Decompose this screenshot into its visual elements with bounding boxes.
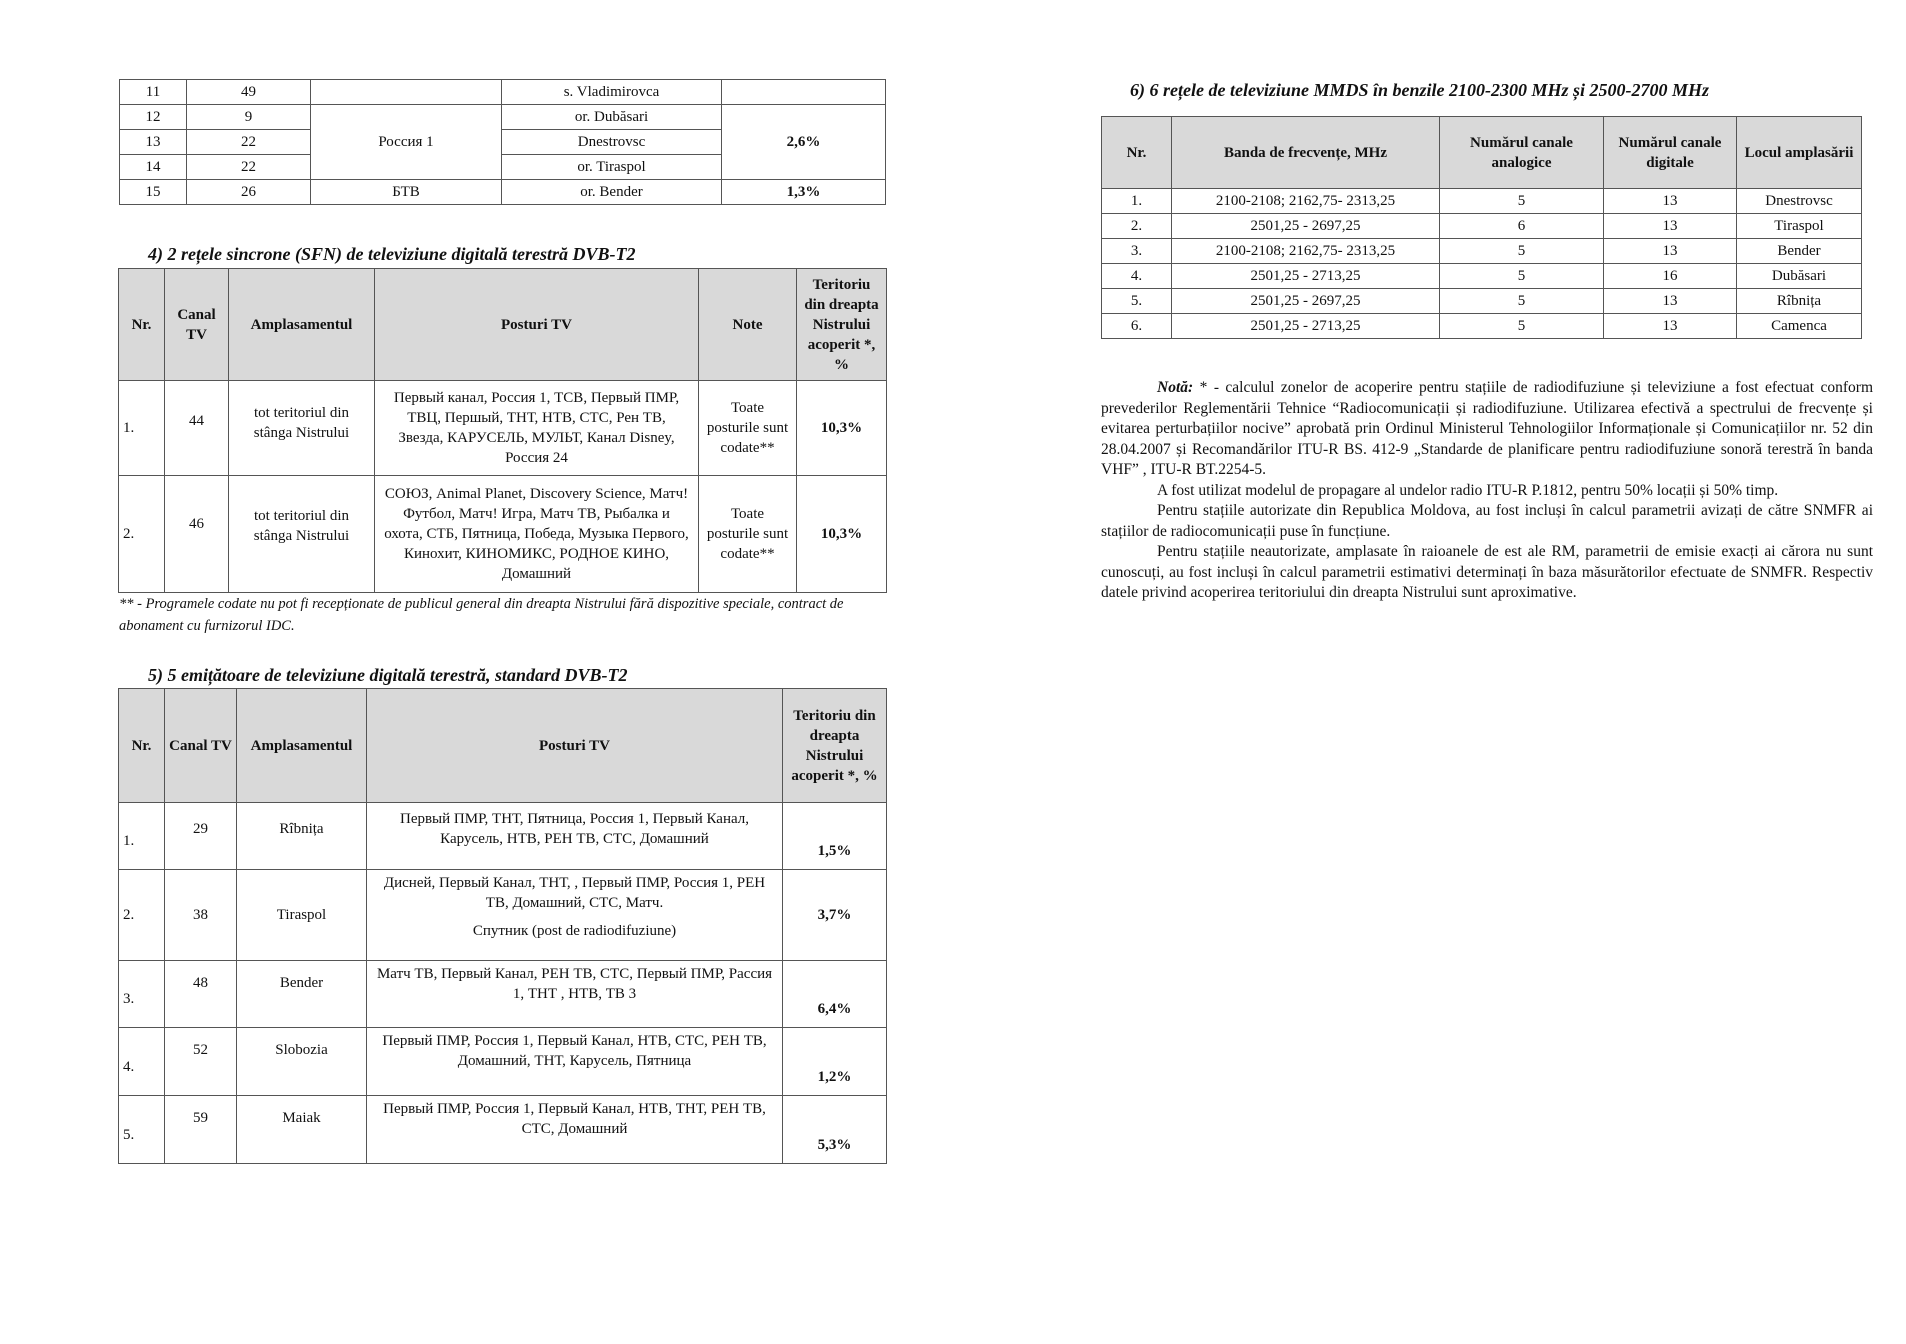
- table-row: [1102, 214, 1862, 239]
- cell-nr: 5.: [119, 1096, 165, 1164]
- cell-canal: 26: [187, 180, 311, 205]
- posturi-extra: Спутник (post de radiodifuziune): [472, 923, 677, 939]
- note-paragraph-4: Pentru stațiile neautorizate, amplasate în raioanele de est ale RM, parametrii de emisie exacți ai cărora nu sunt cunoscuți, au fost incluși în calcul parametrii estimativi determinați în baza măsurătorilor efectuate de SNMFR. Respectiv datele privind acoperirea teritoriului din dreapta Nistrului sunt aproximative.: [1101, 543, 1873, 601]
- cell-canal: 49: [187, 80, 311, 105]
- cell-nr: 2.: [1102, 214, 1172, 239]
- cell-analogice: 6: [1440, 214, 1604, 239]
- cell-banda: 2100-2108; 2162,75- 2313,25: [1172, 189, 1440, 214]
- cell-posturi: Первый канал, Россия 1, ТСВ, Первый ПМР, ТВЦ, Першый, ТНТ, НТВ, СТС, Рен ТВ, Звезда, КАРУСЕЛЬ, МУЛЬТ, Канал Disney, Россия 24: [375, 381, 699, 476]
- cell-analogice: 5: [1440, 239, 1604, 264]
- cell-nr: 3.: [1102, 239, 1172, 264]
- header-teritoriu: Teritoriu din dreapta Nistrului acoperit *, %: [783, 689, 887, 803]
- cell-pct: 1,5%: [783, 803, 887, 870]
- cell-posturi: [367, 870, 783, 961]
- cell-nr: 4.: [1102, 264, 1172, 289]
- header-amplasament: Amplasamentul: [229, 269, 375, 381]
- cell-digitale: 13: [1604, 239, 1737, 264]
- cell-canal: 38: [165, 870, 237, 961]
- cell-canal: 48: [165, 961, 237, 1028]
- cell-canal: 22: [187, 130, 311, 155]
- table-header-row: [1102, 117, 1862, 189]
- cell-analogice: 5: [1440, 314, 1604, 339]
- cell-pct: [722, 80, 886, 105]
- cell-digitale: 13: [1604, 189, 1737, 214]
- cell-post: Россия 1: [311, 105, 502, 180]
- cell-canal: 22: [187, 155, 311, 180]
- table-section6: [1101, 116, 1862, 339]
- header-posturi: Posturi TV: [375, 269, 699, 381]
- cell-nr: 2.: [119, 476, 165, 593]
- table-row: [119, 803, 887, 870]
- cell-pct: 10,3%: [797, 381, 887, 476]
- table-row: [120, 80, 886, 105]
- cell-loc: s. Vladimirovca: [502, 80, 722, 105]
- cell-nr: 5.: [1102, 289, 1172, 314]
- cell-digitale: 13: [1604, 289, 1737, 314]
- posturi-text: Матч ТВ, Первый Канал, РЕН ТВ, СТС, Первый ПМР, Рассия 1, ТНТ , НТВ, ТВ 3: [376, 966, 773, 1002]
- cell-loc: Dnestrovsc: [502, 130, 722, 155]
- table-header-row: [119, 269, 887, 381]
- cell-nr: 6.: [1102, 314, 1172, 339]
- cell-pct: 10,3%: [797, 476, 887, 593]
- cell-loc: or. Dubăsari: [502, 105, 722, 130]
- header-digitale: Numărul canale digitale: [1604, 117, 1737, 189]
- cell-post: [311, 80, 502, 105]
- cell-nr: 13: [120, 130, 187, 155]
- cell-posturi: [367, 961, 783, 1028]
- table-row: [119, 381, 887, 476]
- notes-block: [1101, 378, 1873, 604]
- cell-digitale: 13: [1604, 214, 1737, 239]
- cell-nr: 11: [120, 80, 187, 105]
- header-loc: Locul amplasării: [1737, 117, 1862, 189]
- posturi-text: Первый ПМР, Россия 1, Первый Канал, НТВ, ТНТ, РЕН ТВ, СТС, Домашний: [383, 1101, 766, 1137]
- posturi-text: Первый ПМР, Россия 1, Первый Канал, НТВ, СТС, РЕН ТВ, Домашний, ТНТ, Карусель, Пятница: [382, 1033, 767, 1069]
- cell-banda: 2501,25 - 2697,25: [1172, 214, 1440, 239]
- header-banda: Banda de frecvențe, MHz: [1172, 117, 1440, 189]
- table-row: [1102, 239, 1862, 264]
- cell-canal: 29: [165, 803, 237, 870]
- cell-pct: 1,2%: [783, 1028, 887, 1096]
- cell-banda: 2501,25 - 2713,25: [1172, 264, 1440, 289]
- cell-amplasament: Slobozia: [237, 1028, 367, 1096]
- table-row: [119, 961, 887, 1028]
- cell-canal: 44: [165, 381, 229, 476]
- table-section5: [118, 688, 887, 1164]
- cell-posturi: [367, 1096, 783, 1164]
- table-row: [119, 476, 887, 593]
- cell-loc: or. Bender: [502, 180, 722, 205]
- note-paragraph-2: A fost utilizat modelul de propagare al undelor radio ITU-R P.1812, pentru 50% locații și 50% timp.: [1157, 481, 1779, 499]
- header-posturi: Posturi TV: [367, 689, 783, 803]
- cell-amplasament: tot teritoriul din stânga Nistrului: [229, 381, 375, 476]
- section4-title: 4) 2 rețele sincrone (SFN) de televiziune digitală terestră DVB-T2: [148, 244, 636, 264]
- cell-banda: 2100-2108; 2162,75- 2313,25: [1172, 239, 1440, 264]
- cell-pct: 1,3%: [722, 180, 886, 205]
- cell-nr: 2.: [119, 870, 165, 961]
- table-header-row: [119, 689, 887, 803]
- cell-loc: Dubăsari: [1737, 264, 1862, 289]
- cell-note: Toate posturile sunt codate**: [699, 476, 797, 593]
- cell-loc: Rîbnița: [1737, 289, 1862, 314]
- cell-amplasament: Maiak: [237, 1096, 367, 1164]
- section4-footnote: ** - Programele codate nu pot fi recepționate de publicul general din dreapta Nistrului fără dispozitive speciale, contract de abonament cu furnizorul IDC.: [119, 596, 844, 634]
- header-amplasament: Amplasamentul: [237, 689, 367, 803]
- posturi-text: Первый ПМР, ТНТ, Пятница, Россия 1, Первый Канал, Карусель, НТВ, РЕН ТВ, СТС, Домашний: [399, 811, 750, 847]
- cell-nr: 14: [120, 155, 187, 180]
- table-row: [1102, 314, 1862, 339]
- cell-canal: 9: [187, 105, 311, 130]
- table-row: [120, 105, 886, 130]
- cell-nr: 15: [120, 180, 187, 205]
- section6-title: 6) 6 rețele de televiziune MMDS în benzile 2100-2300 MHz și 2500-2700 MHz: [1130, 80, 1709, 100]
- cell-analogice: 5: [1440, 189, 1604, 214]
- table-section3-continuation: [119, 79, 886, 205]
- cell-pct: 5,3%: [783, 1096, 887, 1164]
- table-row: [1102, 189, 1862, 214]
- cell-amplasament: Tiraspol: [237, 870, 367, 961]
- table-row: [119, 870, 887, 961]
- cell-nr: 1.: [119, 803, 165, 870]
- cell-loc: Bender: [1737, 239, 1862, 264]
- cell-canal: 46: [165, 476, 229, 593]
- cell-banda: 2501,25 - 2697,25: [1172, 289, 1440, 314]
- table-row: [119, 1096, 887, 1164]
- header-canal: Canal TV: [165, 269, 229, 381]
- cell-pct: 3,7%: [783, 870, 887, 961]
- cell-posturi: [367, 803, 783, 870]
- header-nr: Nr.: [119, 689, 165, 803]
- cell-nr: 3.: [119, 961, 165, 1028]
- note-text: * - calculul zonelor de acoperire pentru stațiile de radiodifuziune și televiziune a fost efectuat conform prevederilor Reglementării Tehnice “Radiocomunicații și radiodifuziune. Utilizarea efectivă a spectrului de frecvențe și evitarea perturbațiilor nocive” aprobată prin Ordinul Ministerul Tehnologiilor Informaționale și Comunicațiilor nr. 52 din 28.04.2007 și Recomandărilor ITU-R BS. 412-9 „Standarde de planificare pentru radiodifuziune sonoră terestră în banda VHF” , ITU-R BT.2254-5.: [1101, 379, 1873, 478]
- cell-digitale: 16: [1604, 264, 1737, 289]
- cell-amplasament: Bender: [237, 961, 367, 1028]
- table-row: [119, 1028, 887, 1096]
- header-teritoriu: Teritoriu din dreapta Nistrului acoperit *, %: [797, 269, 887, 381]
- cell-digitale: 13: [1604, 314, 1737, 339]
- cell-canal: 52: [165, 1028, 237, 1096]
- note-paragraph-1: [1101, 378, 1873, 481]
- cell-note: Toate posturile sunt codate**: [699, 381, 797, 476]
- note-paragraph-3: Pentru stațiile autorizate din Republica Moldova, au fost incluși în calcul parametrii avizați de către SNMFR ai stațiilor de radiocomunicații puse în funcțiune.: [1101, 502, 1873, 540]
- header-nr: Nr.: [1102, 117, 1172, 189]
- table-section4: [118, 268, 887, 593]
- cell-pct: 2,6%: [722, 105, 886, 180]
- cell-loc: or. Tiraspol: [502, 155, 722, 180]
- cell-nr: 12: [120, 105, 187, 130]
- cell-post: БТВ: [311, 180, 502, 205]
- header-canal: Canal TV: [165, 689, 237, 803]
- header-nr: Nr.: [119, 269, 165, 381]
- cell-posturi: СОЮЗ, Animal Planet, Discovery Science, Матч! Футбол, Матч! Игра, Матч ТВ, Рыбалка и охота, СТБ, Пятница, Победа, Музыка Первого, Кинохит, КИНОМИКС, РОДНОЕ КИНО, Домашний: [375, 476, 699, 593]
- table-row: [1102, 289, 1862, 314]
- cell-analogice: 5: [1440, 289, 1604, 314]
- cell-banda: 2501,25 - 2713,25: [1172, 314, 1440, 339]
- cell-canal: 59: [165, 1096, 237, 1164]
- cell-nr: 1.: [119, 381, 165, 476]
- cell-amplasament: Rîbnița: [237, 803, 367, 870]
- cell-amplasament: tot teritoriul din stânga Nistrului: [229, 476, 375, 593]
- cell-nr: 1.: [1102, 189, 1172, 214]
- note-label: Notă:: [1157, 379, 1194, 396]
- cell-loc: Camenca: [1737, 314, 1862, 339]
- posturi-text: Дисней, Первый Канал, ТНТ, , Первый ПМР, Россия 1, РЕН ТВ, Домашний, СТС, Матч.: [383, 875, 766, 911]
- header-note: Note: [699, 269, 797, 381]
- cell-nr: 4.: [119, 1028, 165, 1096]
- cell-analogice: 5: [1440, 264, 1604, 289]
- table-row: [120, 180, 886, 205]
- cell-pct: 6,4%: [783, 961, 887, 1028]
- table-row: [1102, 264, 1862, 289]
- section5-title: 5) 5 emițătoare de televiziune digitală terestră, standard DVB-T2: [148, 665, 628, 685]
- header-analogice: Numărul canale analogice: [1440, 117, 1604, 189]
- cell-loc: Dnestrovsc: [1737, 189, 1862, 214]
- cell-posturi: [367, 1028, 783, 1096]
- cell-loc: Tiraspol: [1737, 214, 1862, 239]
